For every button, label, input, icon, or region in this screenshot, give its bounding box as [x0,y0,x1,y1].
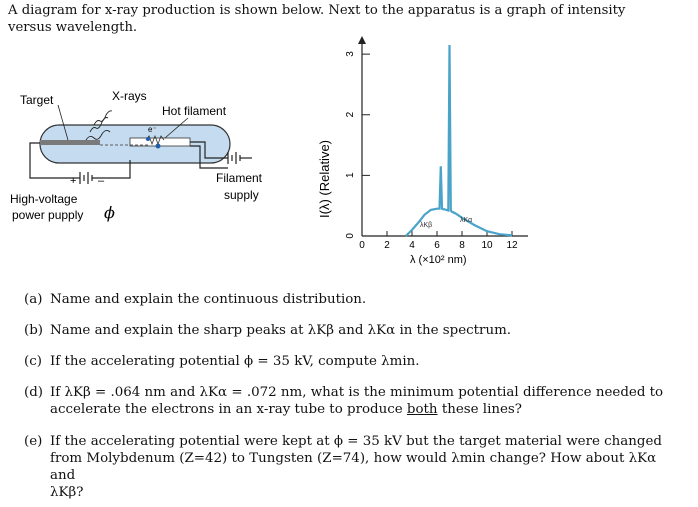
filament-supply-label-1: Filament [216,171,263,185]
kalpha-label: λKα [460,217,473,224]
question-b [24,322,674,339]
x-tick-label: 4 [409,240,415,251]
xray-wave [94,111,112,125]
y-axis-label: I(λ) (Relative) [317,139,332,218]
target-label: Target [20,93,54,107]
question-c-label: (c) [24,354,42,369]
question-b-text: Name and explain the sharp peaks at λKβ and λKα in the spectrum. [50,323,512,338]
x-axis-label: λ (×10² nm) [410,254,467,266]
hv-label-2: power pupply [12,208,84,222]
question-d-text-2b: these lines? [437,402,522,417]
hot-filament-label: Hot filament [162,104,227,118]
y-tick-label: 2 [345,111,356,118]
question-e-text-2: from Molybdenum (Z=42) to Tungsten (Z=74), how would λmin change? How about λKα and [50,451,657,483]
phi-symbol: ϕ [104,203,115,222]
electron-dot [156,144,161,149]
question-a-text: Name and explain the continuous distribution. [50,292,367,307]
y-ticks [345,51,370,239]
kbeta-label: λKβ [420,222,433,229]
y-tick-label: 3 [345,51,356,57]
electron-dot [146,137,150,141]
question-e-label: (e) [24,434,43,449]
intro-line-2: versus wavelength. [8,20,138,35]
question-c [24,353,674,370]
x-tick-label: 2 [384,240,390,251]
question-d-label: (d) [24,385,44,400]
question-c-text: If the accelerating potential ϕ = 35 kV, compute λmin. [50,354,420,369]
hv-plus: + [70,175,77,187]
question-e [24,433,674,501]
question-a-label: (a) [24,292,43,307]
x-tick-label: 10 [481,240,493,251]
x-tick-label: 0 [359,240,365,251]
question-d-line-2 [24,401,674,418]
x-tick-label: 8 [459,240,465,251]
y-tick-label: 0 [345,233,356,239]
question-d-text-2a: accelerate the electrons in an x-ray tube to produce [50,402,407,417]
intensity-chart [317,36,528,266]
xray-apparatus [10,89,263,222]
hv-minus: – [98,175,105,187]
hv-label-1: High-voltage [10,192,78,206]
xrays-label: X-rays [112,89,147,103]
question-e-text-1: If the accelerating potential were kept at ϕ = 35 kV but the target material were changed [50,434,662,449]
filament-supply-label-2: supply [224,188,259,202]
question-b-label: (b) [24,323,44,338]
electron-label: e⁻ [148,125,157,134]
y-tick-label: 1 [345,172,356,178]
question-d-text-1: If λKβ = .064 nm and λKα = .072 nm, what is the minimum potential difference needed to [50,385,664,400]
target-anode [40,140,100,145]
question-a [24,291,674,308]
x-tick-label: 12 [506,240,518,251]
question-e-text-3: λKβ? [50,485,84,500]
y-axis-arrow [358,36,366,44]
spectrum-curve [406,45,512,236]
intro-line-1: A diagram for x-ray production is shown below. Next to the apparatus is a graph of intensity [8,3,626,18]
x-tick-label: 6 [434,240,440,251]
question-d-text-2-underlined: both [406,402,438,417]
filament-battery-icon [228,152,252,164]
question-d [24,384,674,418]
